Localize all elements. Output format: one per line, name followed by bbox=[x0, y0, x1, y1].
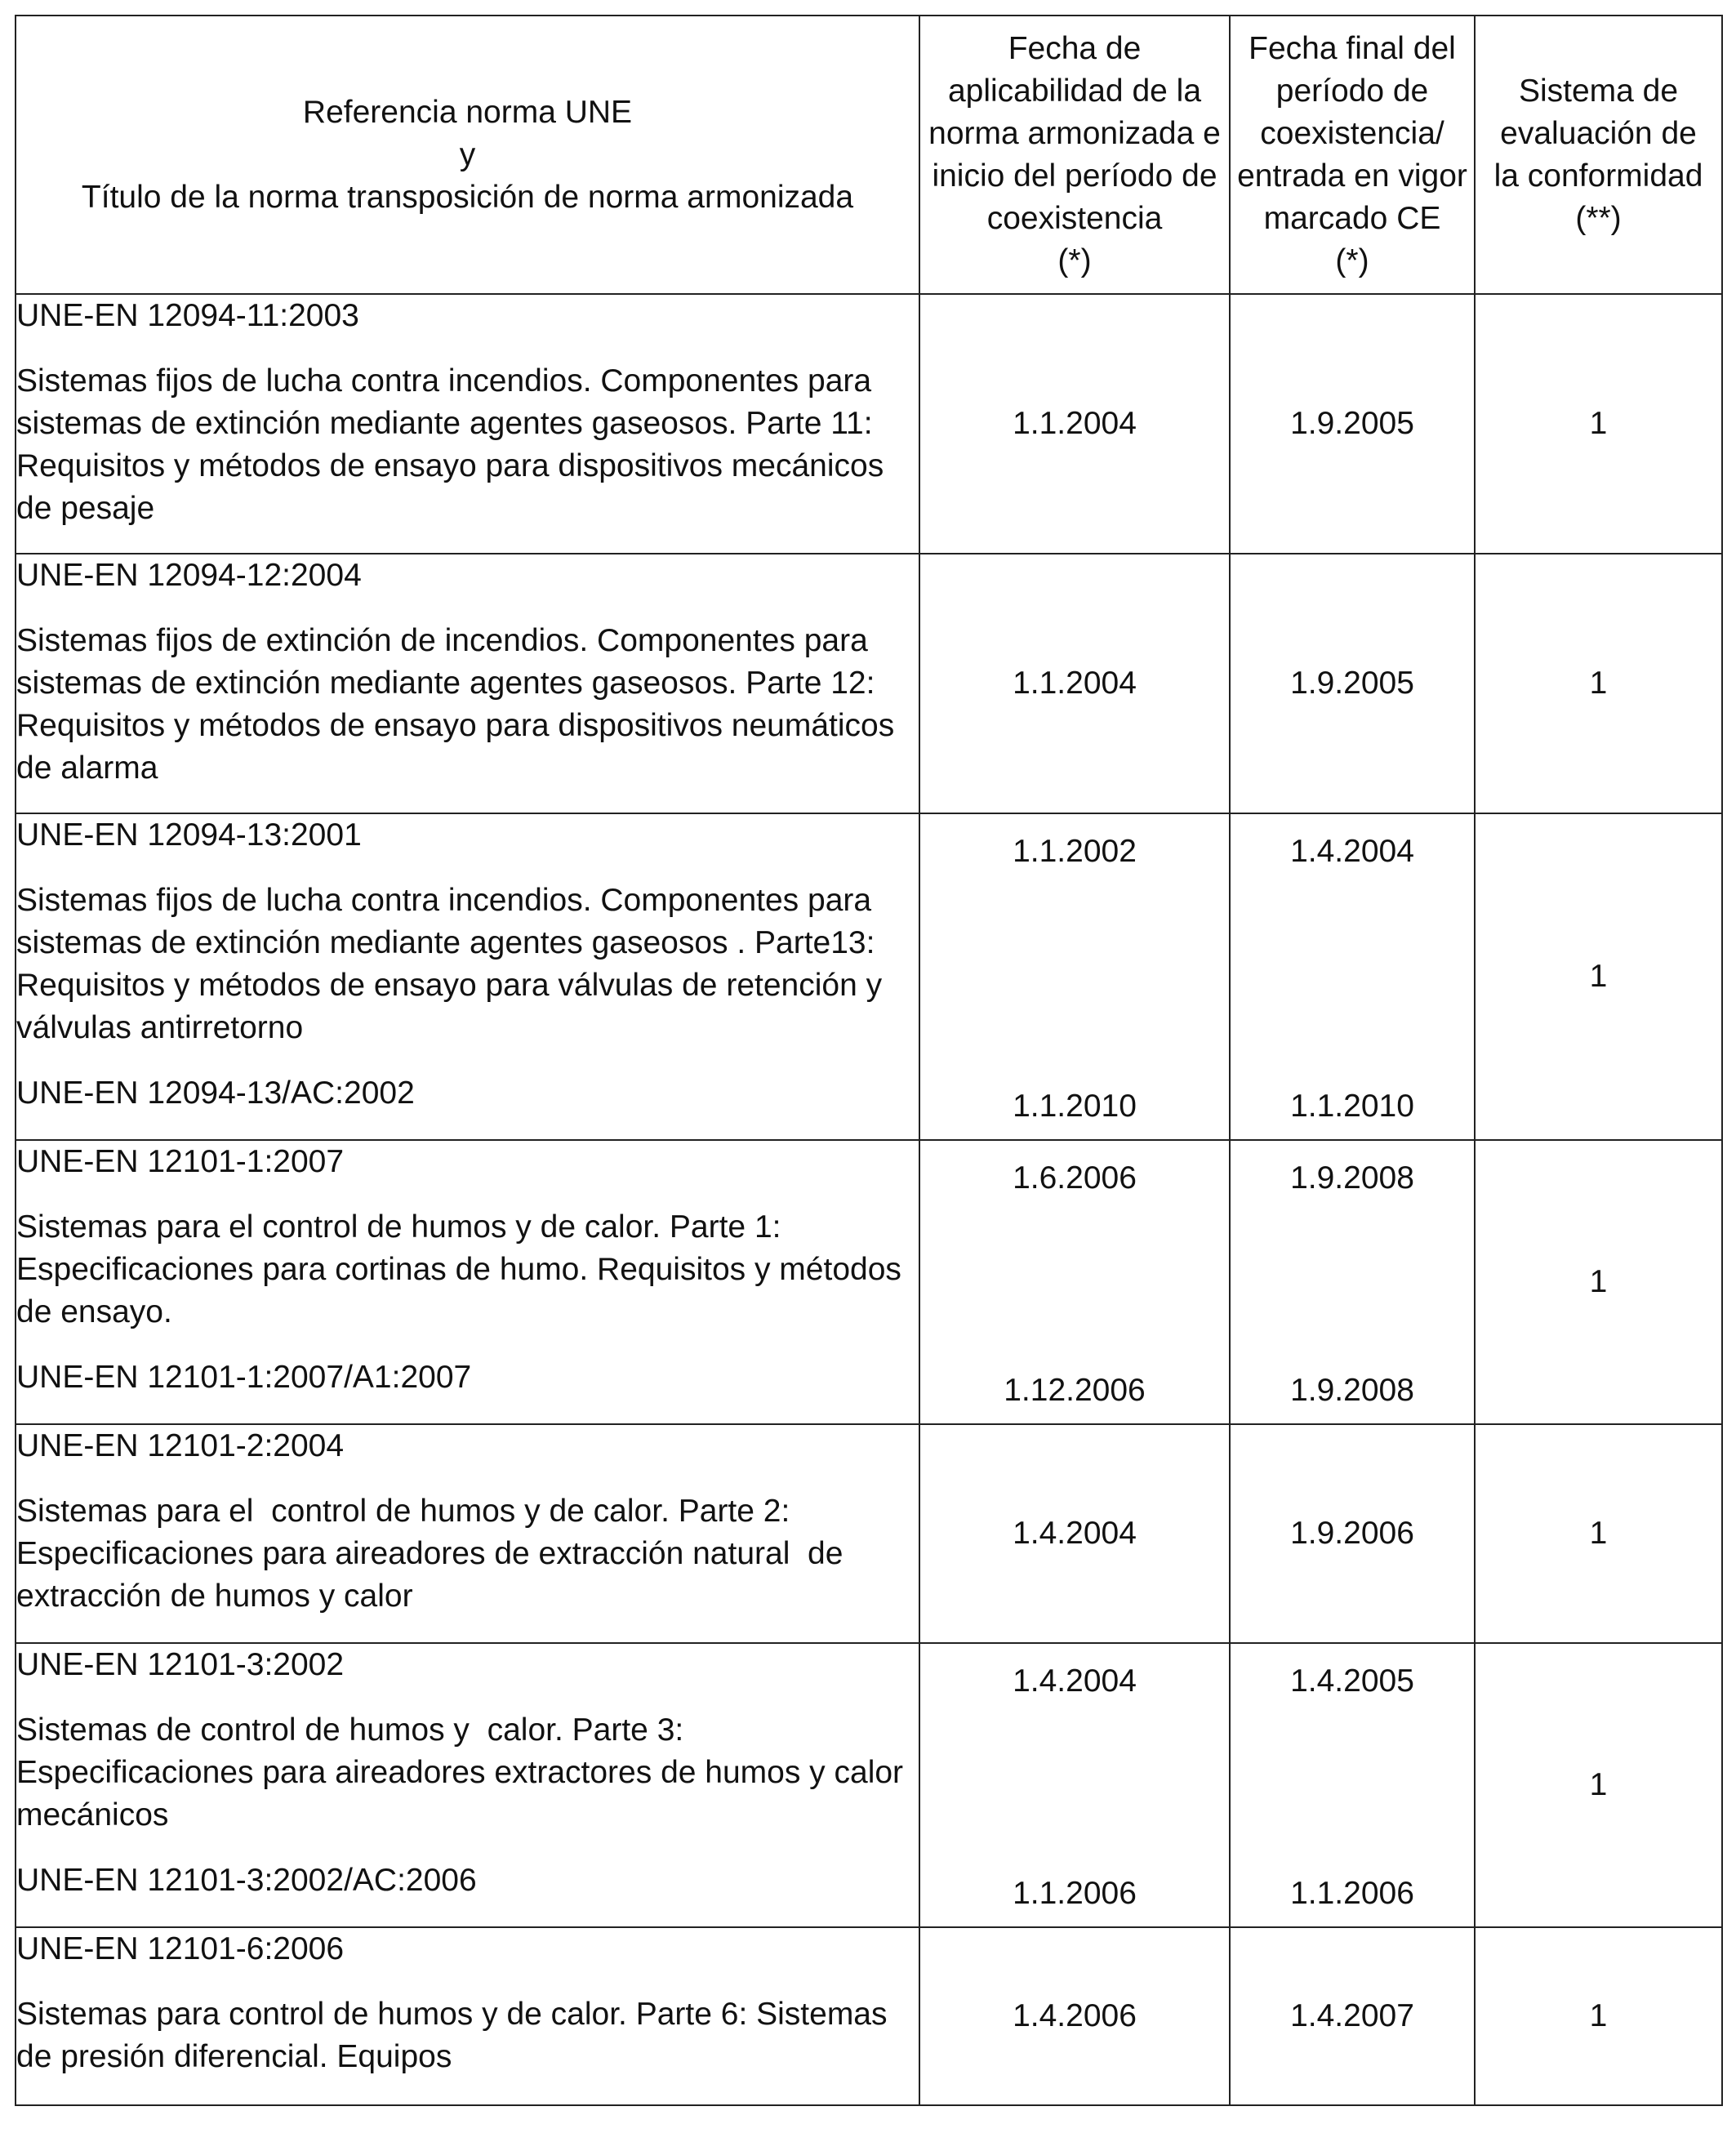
header-text: norma armonizada e bbox=[928, 115, 1221, 151]
standard-code: UNE-EN 12094-13:2001 bbox=[16, 817, 362, 853]
header-text: Fecha final del bbox=[1249, 30, 1456, 66]
date-end-cell: 1.9.2006 bbox=[1230, 1424, 1475, 1643]
standard-code: UNE-EN 12101-2:2004 bbox=[16, 1428, 345, 1463]
reference-cell bbox=[16, 1140, 919, 1424]
standard-title: Sistemas fijos de lucha contra incendios. Componentes para sistemas de extinción mediante agentes gaseosos . Parte13: Requisitos y métodos de ensayo para válvulas de retención y válvulas antirretorno bbox=[16, 883, 883, 1045]
date-end: 1.4.2004 bbox=[1290, 834, 1414, 869]
reference-cell bbox=[16, 1424, 919, 1643]
amendment-date-start: 1.1.2010 bbox=[1013, 1089, 1137, 1124]
standard-title: Sistemas para control de humos y de calor. Parte 6: Sistemas de presión diferencial. Equipos bbox=[16, 1997, 888, 2074]
amendment-date-end: 1.1.2010 bbox=[1290, 1089, 1414, 1124]
header-text: Referencia norma UNE bbox=[302, 94, 633, 130]
reference-cell bbox=[16, 1643, 919, 1927]
standard-title: Sistemas de control de humos y calor. Parte 3: Especificaciones para aireadores extractores de humos y calor mecánicos bbox=[16, 1712, 912, 1833]
date-end-cell bbox=[1230, 813, 1475, 1140]
header-text: (*) bbox=[1057, 243, 1092, 278]
reference-cell bbox=[16, 1927, 919, 2105]
standard-code: UNE-EN 12101-1:2007 bbox=[16, 1144, 345, 1179]
table-row bbox=[16, 813, 1722, 1140]
amendment-date-end: 1.9.2008 bbox=[1290, 1373, 1414, 1408]
table-row bbox=[16, 1927, 1722, 2105]
standard-code: UNE-EN 12094-12:2004 bbox=[16, 558, 362, 593]
date-end: 1.9.2008 bbox=[1290, 1160, 1414, 1196]
table-row bbox=[16, 1424, 1722, 1643]
header-text: Título de la norma transposición de norma armonizada bbox=[81, 179, 854, 215]
date-start-cell: 1.1.2004 bbox=[919, 294, 1230, 554]
date-start-cell: 1.4.2004 bbox=[919, 1424, 1230, 1643]
date-start-cell: 1.1.2004 bbox=[919, 554, 1230, 813]
header-text: aplicabilidad de la bbox=[947, 73, 1202, 109]
system-cell: 1 bbox=[1475, 1643, 1722, 1927]
header-text: marcado CE bbox=[1263, 200, 1441, 236]
header-text: (**) bbox=[1575, 200, 1622, 236]
standard-code: UNE-EN 12101-3:2002 bbox=[16, 1647, 345, 1682]
header-text: entrada en vigor bbox=[1237, 158, 1467, 194]
date-end-cell: 1.9.2005 bbox=[1230, 294, 1475, 554]
standard-title: Sistemas para el control de humos y de calor. Parte 2: Especificaciones para aireadores de extracción natural de extracción de humos y calor bbox=[16, 1494, 852, 1614]
date-end-cell bbox=[1230, 1643, 1475, 1927]
header-text: y bbox=[459, 136, 476, 172]
header-text: coexistencia bbox=[986, 200, 1163, 236]
header-conformity-system bbox=[1475, 16, 1722, 294]
header-row bbox=[16, 16, 1722, 294]
system-cell: 1 bbox=[1475, 1927, 1722, 2105]
date-start-cell bbox=[919, 1643, 1230, 1927]
system-cell: 1 bbox=[1475, 1140, 1722, 1424]
system-cell: 1 bbox=[1475, 813, 1722, 1140]
header-text: período de bbox=[1275, 73, 1429, 109]
table-row bbox=[16, 1643, 1722, 1927]
standard-code: UNE-EN 12094-11:2003 bbox=[16, 298, 359, 333]
standard-code: UNE-EN 12101-6:2006 bbox=[16, 1931, 345, 1966]
header-applicability-date bbox=[919, 16, 1230, 294]
date-end-cell: 1.9.2005 bbox=[1230, 554, 1475, 813]
date-end-cell: 1.4.2007 bbox=[1230, 1927, 1475, 2105]
reference-cell bbox=[16, 294, 919, 554]
date-start-cell bbox=[919, 1140, 1230, 1424]
header-text: coexistencia/ bbox=[1260, 115, 1444, 151]
reference-cell bbox=[16, 554, 919, 813]
date-start-cell: 1.4.2006 bbox=[919, 1927, 1230, 2105]
reference-cell bbox=[16, 813, 919, 1140]
amendment-date-start: 1.1.2006 bbox=[1013, 1876, 1137, 1911]
amendment-code: UNE-EN 12094-13/AC:2002 bbox=[16, 1075, 415, 1111]
standard-title: Sistemas fijos de lucha contra incendios. Componentes para sistemas de extinción mediante agentes gaseosos. Parte 11: Requisitos y métodos de ensayo para dispositivos mecánicos de pesaje bbox=[16, 363, 884, 526]
header-text: inicio del período de bbox=[932, 158, 1217, 194]
amendment-code: UNE-EN 12101-3:2002/AC:2006 bbox=[16, 1863, 477, 1898]
standards-table bbox=[15, 15, 1723, 2106]
system-cell: 1 bbox=[1475, 554, 1722, 813]
table-row bbox=[16, 1140, 1722, 1424]
date-start: 1.6.2006 bbox=[1013, 1160, 1137, 1196]
date-start: 1.1.2002 bbox=[1013, 834, 1137, 869]
system-cell: 1 bbox=[1475, 1424, 1722, 1643]
header-text: Sistema de bbox=[1518, 73, 1679, 109]
date-end-cell bbox=[1230, 1140, 1475, 1424]
date-end: 1.4.2005 bbox=[1290, 1663, 1414, 1699]
standard-title: Sistemas fijos de extinción de incendios. Componentes para sistemas de extinción mediante agentes gaseosos. Parte 12: Requisitos y métodos de ensayo para dispositivos neumáticos de alarma bbox=[16, 623, 895, 786]
table-row bbox=[16, 554, 1722, 813]
amendment-code: UNE-EN 12101-1:2007/A1:2007 bbox=[16, 1360, 472, 1395]
date-start: 1.4.2004 bbox=[1013, 1663, 1137, 1699]
date-start-cell bbox=[919, 813, 1230, 1140]
system-cell: 1 bbox=[1475, 294, 1722, 554]
header-text: (*) bbox=[1335, 243, 1369, 278]
header-end-date bbox=[1230, 16, 1475, 294]
table-row bbox=[16, 294, 1722, 554]
header-text: Fecha de bbox=[1008, 30, 1142, 66]
header-reference bbox=[16, 16, 919, 294]
amendment-date-start: 1.12.2006 bbox=[1004, 1373, 1146, 1408]
header-text: la conformidad bbox=[1493, 158, 1703, 194]
standard-title: Sistemas para el control de humos y de calor. Parte 1: Especificaciones para cortinas de humo. Requisitos y métodos de ensayo. bbox=[16, 1209, 901, 1329]
header-text: evaluación de bbox=[1500, 115, 1697, 151]
amendment-date-end: 1.1.2006 bbox=[1290, 1876, 1414, 1911]
